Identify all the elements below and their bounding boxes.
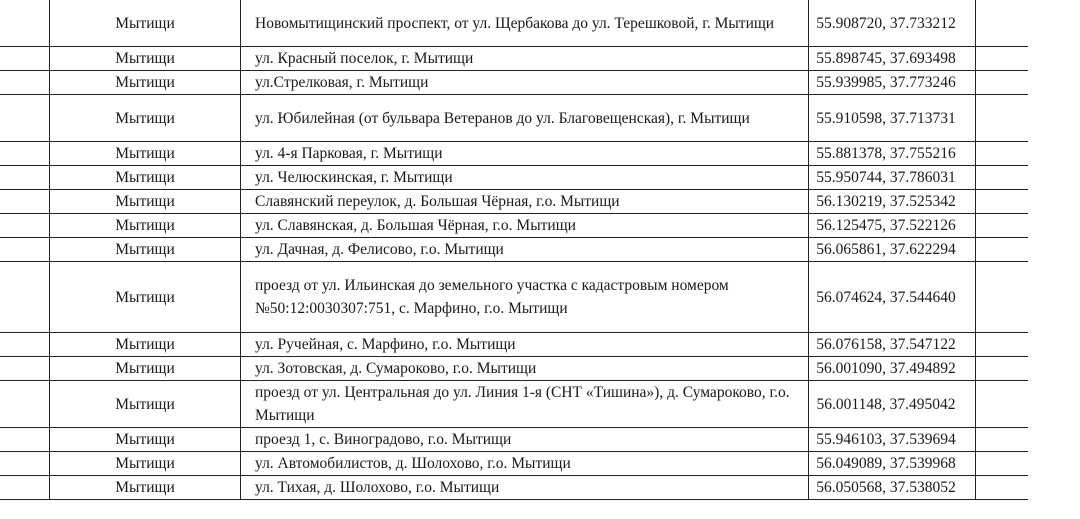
table-row bbox=[0, 238, 1028, 262]
row-number-cell bbox=[0, 142, 50, 166]
address-cell: ул. Славянская, д. Большая Чёрная, г.о. Мытищи bbox=[241, 214, 809, 238]
coordinates-cell: 56.001148, 37.495042 bbox=[809, 381, 976, 428]
coordinates-cell: 56.050568, 37.538052 bbox=[809, 476, 976, 500]
extra-cell bbox=[976, 357, 1029, 381]
row-number-cell bbox=[0, 0, 50, 47]
row-number-cell bbox=[0, 190, 50, 214]
address-cell: ул. Челюскинская, г. Мытищи bbox=[241, 166, 809, 190]
extra-cell bbox=[976, 428, 1029, 452]
extra-cell bbox=[976, 0, 1029, 47]
row-number-cell bbox=[0, 333, 50, 357]
address-cell: проезд от ул. Ильинская до земельного участка с кадастровым номером №50:12:0030307:751, с. Марфино, г.о. Мытищи bbox=[241, 262, 809, 333]
city-cell: Мытищи bbox=[50, 47, 241, 71]
coordinates-cell: 56.076158, 37.547122 bbox=[809, 333, 976, 357]
table-row bbox=[0, 333, 1028, 357]
city-cell: Мытищи bbox=[50, 452, 241, 476]
address-cell: Новомытищинский проспект, от ул. Щербакова до ул. Терешковой, г. Мытищи bbox=[241, 0, 809, 47]
city-cell: Мытищи bbox=[50, 95, 241, 142]
city-cell: Мытищи bbox=[50, 333, 241, 357]
row-number-cell bbox=[0, 166, 50, 190]
extra-cell bbox=[976, 166, 1029, 190]
table-row bbox=[0, 452, 1028, 476]
extra-cell bbox=[976, 262, 1029, 333]
address-cell: ул. Автомобилистов, д. Шолохово, г.о. Мытищи bbox=[241, 452, 809, 476]
coordinates-cell: 55.908720, 37.733212 bbox=[809, 0, 976, 47]
row-number-cell bbox=[0, 262, 50, 333]
city-cell: Мытищи bbox=[50, 142, 241, 166]
coordinates-cell: 56.130219, 37.525342 bbox=[809, 190, 976, 214]
table-row bbox=[0, 262, 1028, 333]
table-row bbox=[0, 476, 1028, 500]
address-cell: ул. Зотовская, д. Сумароково, г.о. Мытищи bbox=[241, 357, 809, 381]
table-row bbox=[0, 214, 1028, 238]
address-cell: ул. Красный поселок, г. Мытищи bbox=[241, 47, 809, 71]
address-cell: ул. Дачная, д. Фелисово, г.о. Мытищи bbox=[241, 238, 809, 262]
table-row bbox=[0, 47, 1028, 71]
city-cell: Мытищи bbox=[50, 190, 241, 214]
row-number-cell bbox=[0, 47, 50, 71]
coordinates-cell: 55.881378, 37.755216 bbox=[809, 142, 976, 166]
coordinates-cell: 55.898745, 37.693498 bbox=[809, 47, 976, 71]
coordinates-cell: 56.001090, 37.494892 bbox=[809, 357, 976, 381]
city-cell: Мытищи bbox=[50, 428, 241, 452]
city-cell: Мытищи bbox=[50, 262, 241, 333]
address-cell: проезд 1, с. Виноградово, г.о. Мытищи bbox=[241, 428, 809, 452]
table-row bbox=[0, 142, 1028, 166]
address-cell: проезд от ул. Центральная до ул. Линия 1-я (СНТ «Тишина»), д. Сумароково, г.о. Мытищи bbox=[241, 381, 809, 428]
city-cell: Мытищи bbox=[50, 238, 241, 262]
row-number-cell bbox=[0, 238, 50, 262]
coordinates-cell: 56.074624, 37.544640 bbox=[809, 262, 976, 333]
address-cell: ул. 4-я Парковая, г. Мытищи bbox=[241, 142, 809, 166]
city-cell: Мытищи bbox=[50, 71, 241, 95]
table-row bbox=[0, 166, 1028, 190]
coordinates-cell: 56.065861, 37.622294 bbox=[809, 238, 976, 262]
address-cell: ул. Тихая, д. Шолохово, г.о. Мытищи bbox=[241, 476, 809, 500]
address-cell: ул. Юбилейная (от бульвара Ветеранов до ул. Благовещенская), г. Мытищи bbox=[241, 95, 809, 142]
table-row bbox=[0, 381, 1028, 428]
extra-cell bbox=[976, 190, 1029, 214]
coordinates-cell: 55.910598, 37.713731 bbox=[809, 95, 976, 142]
table-row bbox=[0, 71, 1028, 95]
extra-cell bbox=[976, 142, 1029, 166]
city-cell: Мытищи bbox=[50, 381, 241, 428]
coordinates-cell: 55.946103, 37.539694 bbox=[809, 428, 976, 452]
extra-cell bbox=[976, 214, 1029, 238]
coordinates-cell: 55.939985, 37.773246 bbox=[809, 71, 976, 95]
table-row bbox=[0, 428, 1028, 452]
city-cell: Мытищи bbox=[50, 357, 241, 381]
extra-cell bbox=[976, 452, 1029, 476]
city-cell: Мытищи bbox=[50, 0, 241, 47]
table-row bbox=[0, 0, 1028, 47]
city-cell: Мытищи bbox=[50, 166, 241, 190]
extra-cell bbox=[976, 238, 1029, 262]
coordinates-cell: 56.125475, 37.522126 bbox=[809, 214, 976, 238]
coordinates-cell: 55.950744, 37.786031 bbox=[809, 166, 976, 190]
row-number-cell bbox=[0, 452, 50, 476]
row-number-cell bbox=[0, 357, 50, 381]
coordinates-cell: 56.049089, 37.539968 bbox=[809, 452, 976, 476]
table-row bbox=[0, 357, 1028, 381]
extra-cell bbox=[976, 71, 1029, 95]
city-cell: Мытищи bbox=[50, 476, 241, 500]
extra-cell bbox=[976, 381, 1029, 428]
extra-cell bbox=[976, 95, 1029, 142]
address-cell: ул.Стрелковая, г. Мытищи bbox=[241, 71, 809, 95]
row-number-cell bbox=[0, 95, 50, 142]
row-number-cell bbox=[0, 428, 50, 452]
address-cell: Славянский переулок, д. Большая Чёрная, г.о. Мытищи bbox=[241, 190, 809, 214]
extra-cell bbox=[976, 47, 1029, 71]
extra-cell bbox=[976, 333, 1029, 357]
row-number-cell bbox=[0, 476, 50, 500]
row-number-cell bbox=[0, 71, 50, 95]
table-row bbox=[0, 95, 1028, 142]
city-cell: Мытищи bbox=[50, 214, 241, 238]
table-row bbox=[0, 190, 1028, 214]
extra-cell bbox=[976, 476, 1029, 500]
row-number-cell bbox=[0, 214, 50, 238]
address-cell: ул. Ручейная, с. Марфино, г.о. Мытищи bbox=[241, 333, 809, 357]
row-number-cell bbox=[0, 381, 50, 428]
